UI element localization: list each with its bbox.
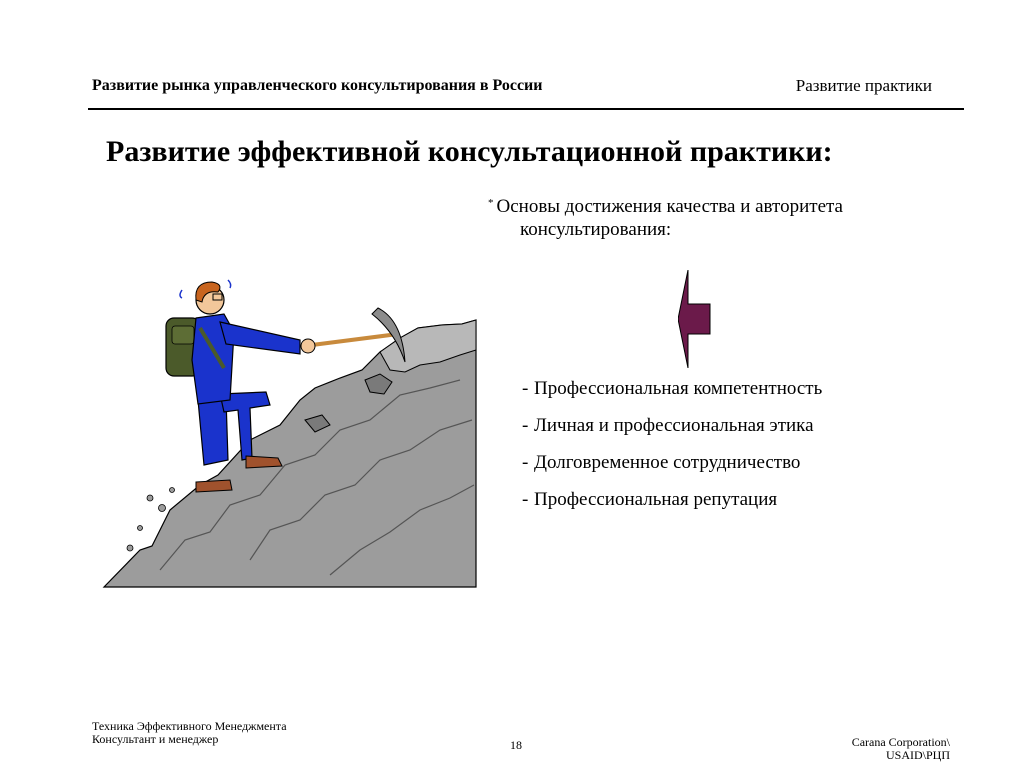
mountain-climber-icon	[100, 270, 480, 590]
list-item	[522, 489, 822, 526]
intro-line-2: консультирования:	[520, 219, 672, 240]
point-text: Долговременное сотрудничество	[534, 452, 801, 473]
point-marker: -	[522, 415, 529, 436]
point-marker: -	[522, 489, 529, 510]
footer-left-line-2: Консультант и менеджер	[92, 732, 219, 746]
footer-left	[92, 720, 287, 746]
point-marker: -	[522, 378, 529, 399]
footer-right-line-2: USAID\РЦП	[885, 748, 950, 762]
point-text: Профессиональная компетентность	[534, 378, 823, 399]
point-text: Профессиональная репутация	[534, 489, 778, 510]
list-item	[522, 378, 822, 415]
points-list	[522, 378, 822, 526]
intro-line-1: Основы достижения качества и авторитета	[496, 196, 843, 217]
left-arrow-icon	[678, 270, 712, 368]
intro-block	[488, 192, 843, 241]
slide-title: Развитие эффективной консультационной практики:	[106, 135, 833, 168]
point-text: Личная и профессиональная этика	[534, 415, 814, 436]
header-left-title: Развитие рынка управленческого консультирования в России	[92, 77, 543, 94]
point-marker: -	[522, 452, 529, 473]
list-item	[522, 452, 822, 489]
footer-left-line-1: Техника Эффективного Менеджмента	[92, 719, 287, 733]
intro-bullet: *	[488, 197, 494, 209]
list-item	[522, 415, 822, 452]
page-number: 18	[510, 738, 522, 752]
footer-right	[852, 736, 950, 762]
footer-right-line-1: Carana Corporation\	[851, 735, 950, 749]
header-right-section: Развитие практики	[795, 76, 932, 95]
header-divider	[88, 108, 964, 110]
